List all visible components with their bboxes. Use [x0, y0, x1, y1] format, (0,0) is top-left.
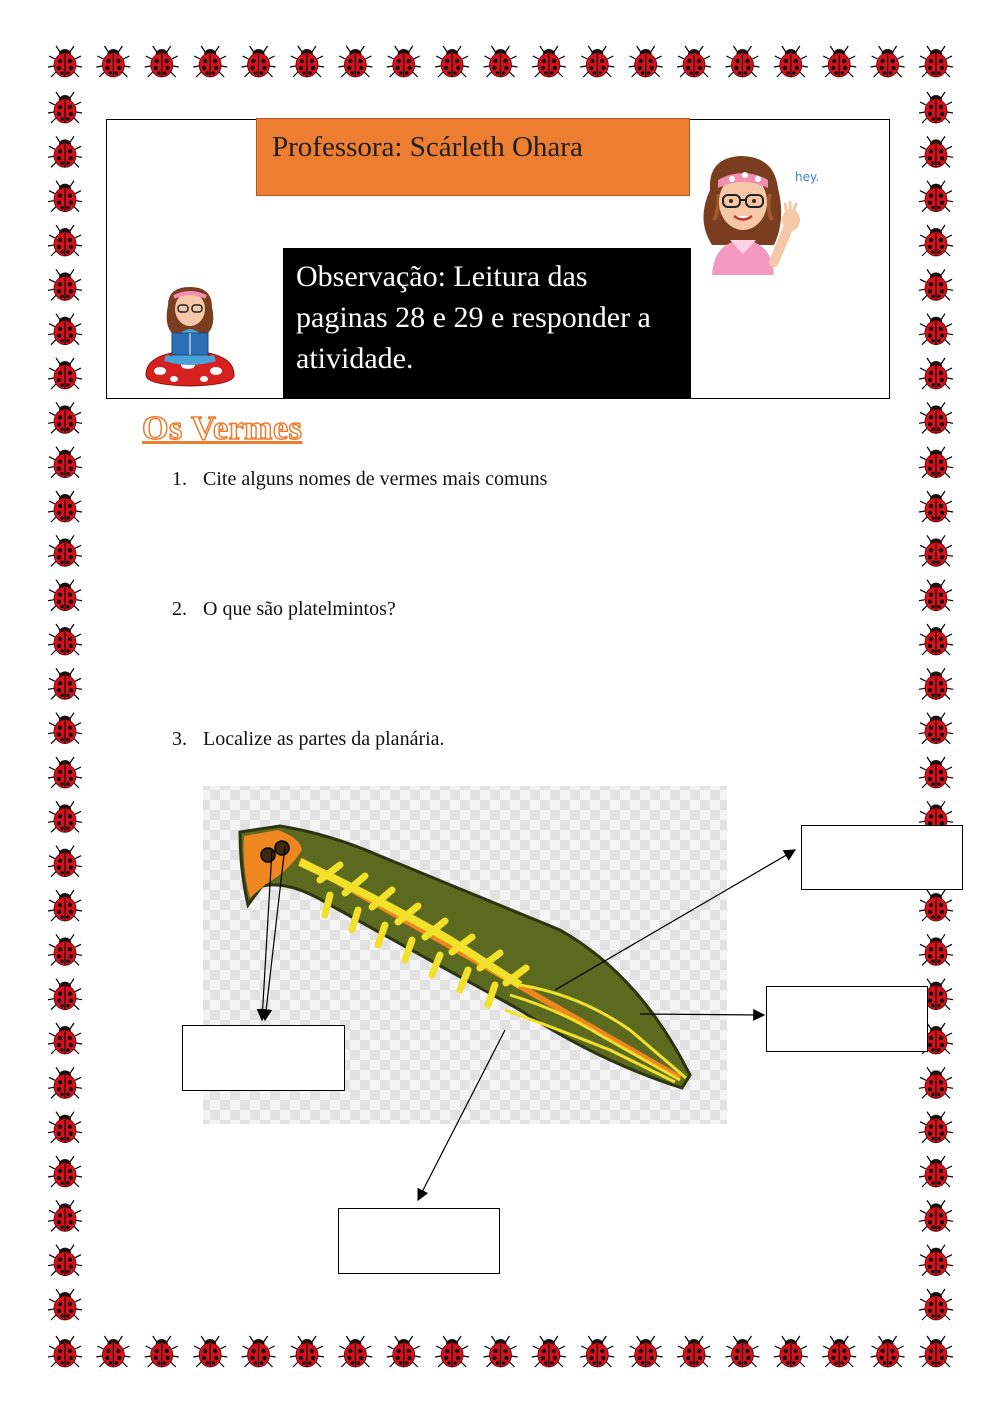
question-number: 3.	[172, 728, 187, 750]
observation-text: Observação: Leitura das paginas 28 e 29 e responder a atividade.	[296, 260, 651, 375]
question-number: 2.	[172, 598, 187, 620]
answer-box-3[interactable]	[182, 1025, 345, 1091]
question-text: Cite alguns nomes de vermes mais comuns	[203, 468, 548, 490]
hey-greeting: hey.	[795, 170, 820, 184]
question-number: 1.	[172, 468, 187, 490]
question-text: O que são platelmintos?	[203, 598, 396, 620]
answer-box-2[interactable]	[766, 986, 928, 1052]
section-title: Os Vermes	[142, 410, 303, 447]
answer-box-1[interactable]	[801, 825, 963, 890]
answer-box-4[interactable]	[338, 1208, 500, 1274]
question-text: Localize as partes da planária.	[203, 728, 445, 750]
teacher-name: Professora: Scárleth Ohara	[272, 131, 583, 163]
